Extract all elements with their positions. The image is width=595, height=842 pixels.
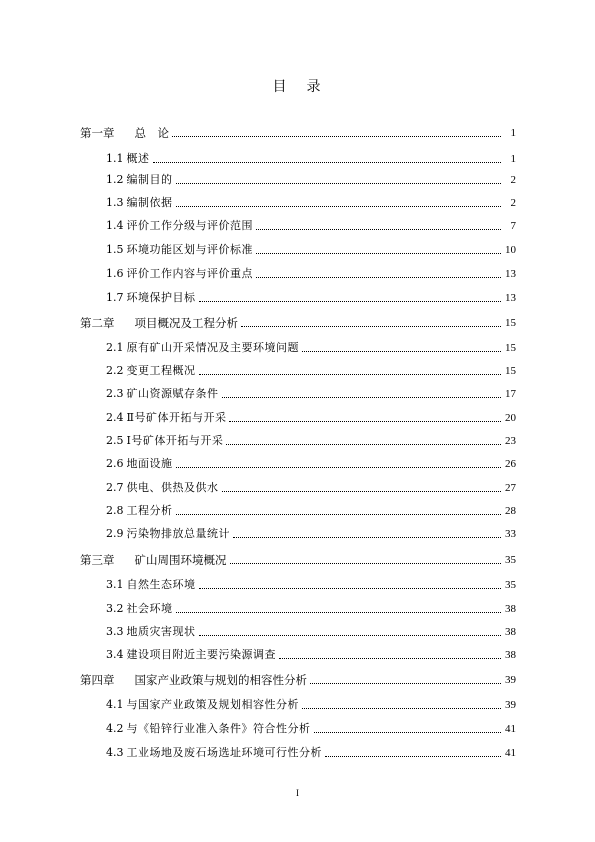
- toc-entry-number: 2.4: [106, 411, 124, 424]
- toc-entry-label: [106, 456, 173, 472]
- toc-dot-leader: [233, 536, 501, 538]
- toc-section-row[interactable]: [80, 601, 516, 617]
- toc-entry-label: [80, 552, 227, 568]
- toc-dot-leader: [222, 396, 502, 398]
- toc-entry-number: 第二章: [80, 316, 115, 330]
- toc-dot-leader: [199, 634, 502, 636]
- toc-section-row[interactable]: [80, 290, 516, 306]
- toc-section-row[interactable]: [80, 624, 516, 640]
- toc-entry-page: 20: [505, 412, 516, 424]
- toc-entry-number: 1.4: [106, 219, 124, 232]
- toc-entry-page: 15: [505, 365, 516, 377]
- toc-chapter-row[interactable]: [80, 315, 516, 331]
- toc-section-row[interactable]: [80, 410, 516, 426]
- toc-entry-title: 矿山资源赋存条件: [126, 387, 219, 400]
- toc-entry-title: 评价工作内容与评价重点: [126, 267, 253, 280]
- toc-entry-title: 社会环境: [126, 602, 173, 615]
- toc-dot-leader: [176, 205, 502, 207]
- toc-section-row[interactable]: [80, 577, 516, 593]
- toc-entry-label: [106, 647, 276, 663]
- toc-section-row[interactable]: [80, 503, 516, 519]
- toc-dot-leader: [176, 182, 502, 184]
- toc-dot-leader: [302, 707, 501, 709]
- toc-entry-label: [106, 363, 196, 379]
- toc-entry-label: [106, 266, 253, 282]
- toc-entry-title: 矿山周围环境概况: [134, 553, 227, 567]
- toc-dot-leader: [172, 135, 501, 137]
- toc-entry-page: 10: [505, 244, 516, 256]
- toc-dot-leader: [256, 228, 501, 230]
- toc-entry-number: 2.6: [106, 457, 124, 470]
- toc-entry-page: 15: [505, 317, 516, 329]
- toc-section-row[interactable]: [80, 456, 516, 472]
- toc-entry-title: 环境功能区划与评价标准: [126, 243, 253, 256]
- toc-section-row[interactable]: [80, 266, 516, 282]
- toc-dot-leader: [199, 300, 502, 302]
- toc-entry-number: 2.9: [106, 527, 124, 540]
- toc-dot-leader: [314, 731, 502, 733]
- toc-dot-leader: [176, 611, 502, 613]
- toc-entry-page: 23: [505, 435, 516, 447]
- toc-entry-page: 13: [505, 292, 516, 304]
- toc-dot-leader: [256, 252, 501, 254]
- toc-entry-page: 15: [505, 342, 516, 354]
- toc-section-row[interactable]: [80, 151, 516, 167]
- toc-dot-leader: [241, 325, 501, 327]
- toc-entry-number: 2.2: [106, 364, 124, 377]
- toc-entry-number: 3.4: [106, 648, 124, 661]
- toc-entry-number: 1.3: [106, 196, 124, 209]
- toc-entry-page: 41: [505, 747, 516, 759]
- toc-entry-number: 1.1: [106, 152, 124, 165]
- toc-dot-leader: [226, 443, 501, 445]
- toc-entry-number: 4.2: [106, 722, 124, 735]
- toc-entry-label: [106, 601, 173, 617]
- toc-entry-label: [106, 172, 173, 188]
- toc-dot-leader: [222, 490, 502, 492]
- toc-dot-leader: [199, 373, 502, 375]
- toc-entry-label: [106, 195, 173, 211]
- page-title-part-2: 录: [306, 79, 323, 95]
- toc-section-row[interactable]: [80, 242, 516, 258]
- toc-entry-label: [106, 697, 299, 713]
- toc-entry-title: 国家产业政策与规划的相容性分析: [134, 673, 307, 687]
- toc-entry-title: 与《铅锌行业准入条件》符合性分析: [126, 722, 311, 735]
- toc-dot-leader: [199, 587, 502, 589]
- toc-entry-label: [80, 315, 238, 331]
- toc-dot-leader: [230, 562, 502, 564]
- toc-entry-page: 35: [505, 579, 516, 591]
- toc-entry-number: 2.8: [106, 504, 124, 517]
- toc-entry-page: 2: [510, 174, 516, 186]
- toc-entry-title: 概述: [126, 152, 150, 165]
- toc-dot-leader: [176, 513, 502, 515]
- toc-entry-page: 35: [505, 554, 516, 566]
- page-title: [0, 76, 595, 96]
- toc-entry-label: [106, 577, 196, 593]
- toc-entry-label: [106, 745, 322, 761]
- toc-entry-title: 总 论: [134, 126, 169, 140]
- toc-entry-number: 3.1: [106, 578, 124, 591]
- toc-section-row[interactable]: [80, 218, 516, 234]
- toc-entry-title: 污染物排放总量统计: [126, 527, 230, 540]
- toc-entry-label: [106, 526, 230, 542]
- toc-entry-label: [106, 386, 219, 402]
- toc-entry-page: 38: [505, 626, 516, 638]
- toc-entry-page: 28: [505, 505, 516, 517]
- toc-entry-page: 27: [505, 482, 516, 494]
- toc-entry-title: 工程分析: [126, 504, 173, 517]
- toc-entry-title: 供电、供热及供水: [126, 481, 219, 494]
- toc-entry-number: 1.5: [106, 243, 124, 256]
- toc-entry-number: 4.1: [106, 698, 124, 711]
- toc-entry-page: 17: [505, 388, 516, 400]
- toc-section-row[interactable]: [80, 526, 516, 542]
- toc-section-row[interactable]: [80, 340, 516, 356]
- toc-entry-page: 38: [505, 603, 516, 615]
- toc-dot-leader: [325, 755, 501, 757]
- toc-entry-title: 自然生态环境: [126, 578, 196, 591]
- toc-entry-page: 39: [505, 674, 516, 686]
- toc-entry-number: 1.6: [106, 267, 124, 280]
- toc-entry-number: 1.2: [106, 173, 124, 186]
- page-number: I: [296, 788, 299, 798]
- toc-entry-label: [106, 151, 150, 167]
- toc-entry-label: [106, 410, 226, 426]
- toc-section-row[interactable]: [80, 386, 516, 402]
- toc-section-row[interactable]: [80, 647, 516, 663]
- toc-entry-number: 3.3: [106, 625, 124, 638]
- toc-entry-title: 评价工作分级与评价范围: [126, 219, 253, 232]
- toc-entry-page: 38: [505, 649, 516, 661]
- toc-entry-label: [106, 218, 253, 234]
- toc-entry-title: 环境保护目标: [126, 291, 196, 304]
- toc-section-row[interactable]: [80, 745, 516, 761]
- toc-section-row[interactable]: [80, 172, 516, 188]
- toc-section-row[interactable]: [80, 433, 516, 449]
- toc-section-row[interactable]: [80, 697, 516, 713]
- toc-entry-title: 编制目的: [126, 173, 173, 186]
- toc-dot-leader: [302, 350, 501, 352]
- toc-section-row[interactable]: [80, 721, 516, 737]
- toc-entry-title: 变更工程概况: [126, 364, 196, 377]
- toc-chapter-row[interactable]: [80, 672, 516, 688]
- toc-entry-title: 原有矿山开采情况及主要环境问题: [126, 341, 299, 354]
- toc-entry-title: Ⅰ号矿体开拓与开采: [126, 434, 224, 447]
- toc-entry-number: 第四章: [80, 673, 115, 687]
- toc-dot-leader: [176, 466, 502, 468]
- toc-section-row[interactable]: [80, 195, 516, 211]
- page-title-part-1: 目: [272, 79, 289, 95]
- toc-entry-label: [80, 125, 169, 141]
- toc-entry-title: 与国家产业政策及规划相容性分析: [126, 698, 299, 711]
- toc-entry-page: 13: [505, 268, 516, 280]
- toc-dot-leader: [229, 420, 501, 422]
- toc-entry-title: 项目概况及工程分析: [134, 316, 238, 330]
- toc-entry-number: 1.7: [106, 291, 124, 304]
- toc-entry-number: 2.7: [106, 481, 124, 494]
- toc-entry-label: [106, 242, 253, 258]
- toc-entry-number: 2.5: [106, 434, 124, 447]
- toc-entry-page: 41: [505, 723, 516, 735]
- toc-entry-page: 39: [505, 699, 516, 711]
- toc-entry-title: 编制依据: [126, 196, 173, 209]
- toc-entry-number: 2.1: [106, 341, 124, 354]
- toc-entry-label: [106, 480, 219, 496]
- toc-entry-number: 第三章: [80, 553, 115, 567]
- toc-entry-label: [106, 721, 311, 737]
- toc-entry-page: 7: [510, 220, 516, 232]
- toc-dot-leader: [310, 682, 501, 684]
- toc-entry-label: [80, 672, 307, 688]
- toc-chapter-row[interactable]: [80, 125, 516, 141]
- toc-entry-label: [106, 503, 173, 519]
- toc-entry-label: [106, 290, 196, 306]
- toc-entry-label: [106, 624, 196, 640]
- toc-entry-number: 第一章: [80, 126, 115, 140]
- toc-entry-number: 2.3: [106, 387, 124, 400]
- toc-entry-title: 地面设施: [126, 457, 173, 470]
- toc-entry-title: 工业场地及废石场选址环境可行性分析: [126, 746, 322, 759]
- toc-entry-number: 3.2: [106, 602, 124, 615]
- toc-dot-leader: [153, 161, 502, 163]
- toc-section-row[interactable]: [80, 480, 516, 496]
- toc-entry-page: 2: [510, 197, 516, 209]
- toc-entry-page: 1: [510, 127, 516, 139]
- toc-entry-page: 1: [510, 153, 516, 165]
- toc-dot-leader: [279, 657, 501, 659]
- toc-entry-label: [106, 340, 299, 356]
- toc-entry-page: 26: [505, 458, 516, 470]
- toc-entry-number: 4.3: [106, 746, 124, 759]
- toc-entry-title: 地质灾害现状: [126, 625, 196, 638]
- toc-entry-title: 建设项目附近主要污染源调查: [126, 648, 276, 661]
- toc-entry-label: [106, 433, 223, 449]
- toc-entry-title: Ⅱ号矿体开拓与开采: [126, 411, 227, 424]
- toc-chapter-row[interactable]: [80, 552, 516, 568]
- toc-dot-leader: [256, 276, 501, 278]
- toc-section-row[interactable]: [80, 363, 516, 379]
- toc-entry-page: 33: [505, 528, 516, 540]
